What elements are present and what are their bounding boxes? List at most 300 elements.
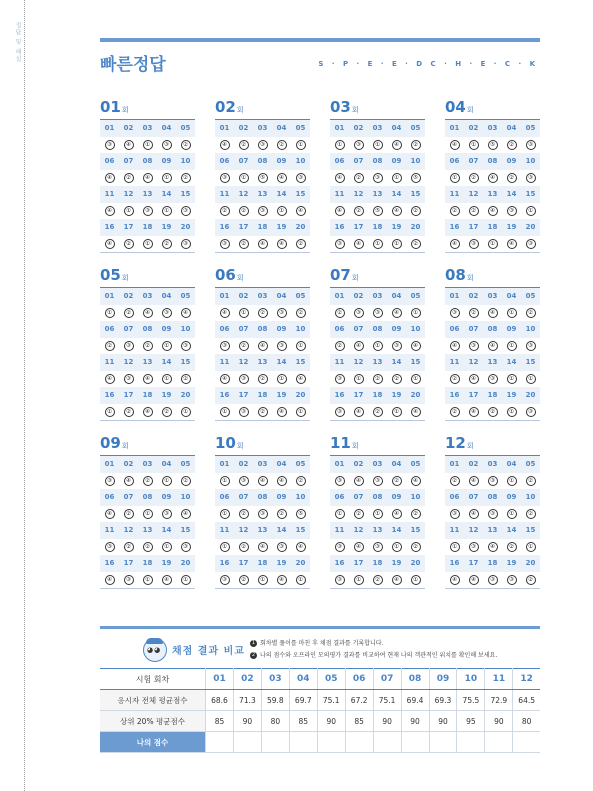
question-number: 14 <box>276 526 287 535</box>
answer-cell <box>349 239 368 249</box>
question-number: 01 <box>334 460 345 469</box>
question-number: 11 <box>219 190 230 199</box>
answer-choice: ④ <box>181 308 191 318</box>
question-number: 04 <box>506 292 517 301</box>
top20-score: 90 <box>373 711 401 732</box>
answer-choice: ④ <box>105 374 115 384</box>
answer-choice: ③ <box>124 575 134 585</box>
compare-title: 채점 결과 비교 <box>172 646 245 657</box>
question-number-row <box>445 489 540 506</box>
answer-cell <box>368 239 387 249</box>
question-number: 16 <box>104 391 115 400</box>
question-number: 03 <box>372 460 383 469</box>
answer-row <box>215 305 310 322</box>
question-number-row <box>330 186 425 203</box>
question-number: 08 <box>487 157 498 166</box>
my-score-cell[interactable] <box>261 732 289 753</box>
question-number: 03 <box>487 292 498 301</box>
question-number: 18 <box>487 223 498 232</box>
answer-cell <box>138 509 157 519</box>
question-number: 12 <box>468 526 479 535</box>
answer-choice: ② <box>296 239 306 249</box>
question-number: 02 <box>238 124 249 133</box>
answer-cell <box>100 374 119 384</box>
question-number: 20 <box>525 559 536 568</box>
answer-cell <box>521 542 540 552</box>
answer-cell <box>502 140 521 150</box>
answer-cell <box>387 173 406 183</box>
answer-choice: ② <box>258 407 268 417</box>
answer-choice: ① <box>105 407 115 417</box>
my-score-label: 나의 점수 <box>100 732 206 753</box>
top20-score: 90 <box>233 711 261 732</box>
answer-choice: ④ <box>469 509 479 519</box>
my-score-cell[interactable] <box>429 732 457 753</box>
answer-cell <box>406 206 425 216</box>
question-number: 18 <box>257 391 268 400</box>
round-header: 08 <box>401 669 429 690</box>
answer-cell <box>138 173 157 183</box>
question-number: 15 <box>180 526 191 535</box>
question-number: 14 <box>161 526 172 535</box>
answer-row <box>215 170 310 187</box>
round-header: 05 <box>317 669 345 690</box>
answer-choice: ③ <box>373 173 383 183</box>
question-number: 06 <box>219 325 230 334</box>
exam-block-01 <box>100 97 195 253</box>
question-number: 13 <box>257 358 268 367</box>
answer-choice: ④ <box>277 476 287 486</box>
answer-row <box>330 572 425 590</box>
answer-grid <box>445 119 540 253</box>
exam-block-11 <box>330 433 425 589</box>
my-score-cell[interactable] <box>373 732 401 753</box>
answer-choice: ③ <box>124 374 134 384</box>
question-number: 12 <box>238 190 249 199</box>
answer-cell <box>406 476 425 486</box>
question-number-row <box>100 387 195 404</box>
answer-cell <box>215 476 234 486</box>
round-header: 02 <box>233 669 261 690</box>
answer-choice: ④ <box>220 308 230 318</box>
answer-choice: ① <box>162 173 172 183</box>
answer-cell <box>349 173 368 183</box>
answer-cell <box>521 575 540 585</box>
answer-cell <box>176 509 195 519</box>
answer-cell <box>100 542 119 552</box>
answer-row <box>100 137 195 154</box>
exam-suffix: 회 <box>236 442 244 450</box>
answer-cell <box>368 407 387 417</box>
exam-heading <box>215 265 310 287</box>
answer-cell <box>291 509 310 519</box>
answer-row <box>445 473 540 490</box>
question-number: 01 <box>449 460 460 469</box>
question-number: 16 <box>334 391 345 400</box>
question-number: 06 <box>449 325 460 334</box>
answer-choice: ① <box>507 509 517 519</box>
answer-choice: ① <box>526 542 536 552</box>
round-header: 07 <box>373 669 401 690</box>
answer-cell <box>387 374 406 384</box>
answer-choice: ② <box>296 476 306 486</box>
answer-cell <box>272 173 291 183</box>
answer-cell <box>483 575 502 585</box>
answer-choice: ④ <box>411 341 421 351</box>
answer-cell <box>387 308 406 318</box>
average-score: 64.5 <box>513 690 540 711</box>
answer-cell <box>330 575 349 585</box>
page-title: 빠른정답 <box>100 55 166 75</box>
answer-cell <box>272 206 291 216</box>
answer-choice: ① <box>526 374 536 384</box>
answer-choice: ④ <box>469 374 479 384</box>
answer-cell <box>157 173 176 183</box>
question-number: 07 <box>468 157 479 166</box>
answer-choice: ① <box>488 239 498 249</box>
exam-number: 10 <box>215 434 236 452</box>
answer-choice: ③ <box>526 173 536 183</box>
question-number: 05 <box>295 460 306 469</box>
answer-choice: ① <box>507 308 517 318</box>
answer-row <box>100 371 195 388</box>
answer-choice: ③ <box>239 476 249 486</box>
answer-choice: ① <box>220 509 230 519</box>
answer-row <box>330 404 425 422</box>
answer-row <box>215 473 310 490</box>
question-number: 20 <box>410 559 421 568</box>
question-number: 04 <box>276 292 287 301</box>
answer-choice: ④ <box>450 140 460 150</box>
answer-cell <box>234 206 253 216</box>
question-number: 09 <box>391 325 402 334</box>
answer-choice: ③ <box>526 140 536 150</box>
answer-choice: ① <box>507 374 517 384</box>
answer-cell <box>119 140 138 150</box>
my-score-cell[interactable] <box>345 732 373 753</box>
answer-cell <box>119 542 138 552</box>
round-header: 03 <box>261 669 289 690</box>
answer-grid <box>215 287 310 421</box>
answer-row <box>445 203 540 220</box>
question-number: 03 <box>257 460 268 469</box>
exam-suffix: 회 <box>351 106 359 114</box>
answer-row <box>330 371 425 388</box>
round-header: 09 <box>429 669 457 690</box>
answer-choice: ④ <box>354 239 364 249</box>
answer-choice: ② <box>124 308 134 318</box>
exam-block-03 <box>330 97 425 253</box>
answer-cell <box>445 239 464 249</box>
question-number: 13 <box>372 358 383 367</box>
question-number-row <box>215 456 310 473</box>
question-number: 05 <box>525 292 536 301</box>
answer-row <box>445 572 540 590</box>
question-number: 01 <box>219 124 230 133</box>
answer-cell <box>368 542 387 552</box>
answer-cell <box>464 140 483 150</box>
question-number: 04 <box>161 460 172 469</box>
question-number: 15 <box>295 358 306 367</box>
answer-choice: ② <box>296 308 306 318</box>
answer-choice: ② <box>239 509 249 519</box>
answer-choice: ③ <box>354 140 364 150</box>
answer-choice: ④ <box>469 407 479 417</box>
question-number: 04 <box>391 292 402 301</box>
answer-cell <box>502 509 521 519</box>
exam-number: 07 <box>330 266 351 284</box>
my-score-cell[interactable] <box>513 732 540 753</box>
answer-cell <box>464 308 483 318</box>
answer-grid <box>330 119 425 253</box>
answer-cell <box>157 542 176 552</box>
question-number: 03 <box>372 292 383 301</box>
answer-cell <box>521 476 540 486</box>
answer-choice: ② <box>181 374 191 384</box>
answer-choice: ④ <box>105 206 115 216</box>
answer-row <box>330 236 425 254</box>
question-number: 02 <box>123 124 134 133</box>
question-number-row <box>215 354 310 371</box>
question-number: 10 <box>410 493 421 502</box>
question-number-row <box>445 153 540 170</box>
question-number: 09 <box>506 325 517 334</box>
exam-heading <box>215 97 310 119</box>
answer-cell <box>387 239 406 249</box>
question-number: 15 <box>525 358 536 367</box>
answer-choice: ② <box>124 542 134 552</box>
question-number: 17 <box>238 559 249 568</box>
answer-cell <box>119 407 138 417</box>
question-number: 01 <box>449 124 460 133</box>
answer-choice: ① <box>124 206 134 216</box>
question-number: 19 <box>161 391 172 400</box>
answer-cell <box>138 542 157 552</box>
answer-choice: ③ <box>105 140 115 150</box>
question-number-row <box>445 219 540 236</box>
answer-cell <box>234 239 253 249</box>
answer-choice: ① <box>411 308 421 318</box>
top20-score: 90 <box>429 711 457 732</box>
question-number: 07 <box>238 493 249 502</box>
answer-choice: ① <box>277 374 287 384</box>
answer-choice: ③ <box>526 341 536 351</box>
answer-choice: ④ <box>220 140 230 150</box>
question-number: 14 <box>276 190 287 199</box>
answer-choice: ③ <box>277 308 287 318</box>
my-score-cell[interactable] <box>485 732 513 753</box>
question-number: 01 <box>334 292 345 301</box>
question-number: 15 <box>410 526 421 535</box>
answer-cell <box>330 509 349 519</box>
question-number: 05 <box>180 124 191 133</box>
question-number: 19 <box>276 559 287 568</box>
answer-cell <box>464 206 483 216</box>
my-score-cell[interactable] <box>401 732 429 753</box>
answer-cell <box>215 374 234 384</box>
my-score-cell[interactable] <box>289 732 317 753</box>
question-number: 16 <box>449 223 460 232</box>
answer-choice: ④ <box>124 140 134 150</box>
answer-grid <box>215 455 310 589</box>
question-number: 15 <box>410 358 421 367</box>
answer-choice: ① <box>239 308 249 318</box>
answer-row <box>445 170 540 187</box>
answer-cell <box>272 542 291 552</box>
answer-choice: ⑤ <box>373 206 383 216</box>
answer-cell <box>483 173 502 183</box>
exam-number: 03 <box>330 98 351 116</box>
question-number: 06 <box>334 157 345 166</box>
perforation-line <box>24 0 25 791</box>
answer-choice: ② <box>277 509 287 519</box>
answer-choice: ③ <box>162 308 172 318</box>
question-number: 04 <box>161 292 172 301</box>
answer-cell <box>176 239 195 249</box>
answer-choice: ② <box>507 173 517 183</box>
answer-choice: ② <box>354 173 364 183</box>
answer-cell <box>502 308 521 318</box>
question-number: 02 <box>353 292 364 301</box>
answer-cell <box>100 341 119 351</box>
round-header: 06 <box>345 669 373 690</box>
my-score-cell[interactable] <box>233 732 261 753</box>
answer-choice: ① <box>296 407 306 417</box>
answer-cell <box>100 476 119 486</box>
answer-cell <box>291 575 310 585</box>
top20-score: 85 <box>345 711 373 732</box>
exam-heading <box>445 433 540 455</box>
top20-score: 85 <box>206 711 234 732</box>
question-number-row <box>100 489 195 506</box>
question-number: 07 <box>238 325 249 334</box>
answer-choice: ③ <box>488 374 498 384</box>
answer-cell <box>234 509 253 519</box>
question-number: 12 <box>353 190 364 199</box>
question-number: 13 <box>257 190 268 199</box>
my-score-cell[interactable] <box>206 732 234 753</box>
answer-cell <box>253 575 272 585</box>
answer-cell <box>119 173 138 183</box>
answer-cell <box>272 341 291 351</box>
question-number: 05 <box>410 460 421 469</box>
exam-number: 06 <box>215 266 236 284</box>
top20-score: 80 <box>513 711 540 732</box>
question-number: 06 <box>219 493 230 502</box>
answer-cell <box>406 341 425 351</box>
answer-cell <box>176 407 195 417</box>
question-number: 19 <box>506 223 517 232</box>
answer-choice: ① <box>296 341 306 351</box>
answer-choice: ③ <box>220 239 230 249</box>
question-number: 08 <box>257 157 268 166</box>
answer-choice: ① <box>143 239 153 249</box>
answer-choice: ① <box>220 407 230 417</box>
answer-cell <box>330 341 349 351</box>
answer-row <box>330 539 425 556</box>
question-number: 18 <box>372 559 383 568</box>
question-number: 19 <box>276 391 287 400</box>
top20-score: 90 <box>317 711 345 732</box>
average-label: 응시자 전체 평균점수 <box>100 690 206 711</box>
exam-block-10 <box>215 433 310 589</box>
answer-choice: ③ <box>258 140 268 150</box>
question-number: 18 <box>142 223 153 232</box>
answer-choice: ④ <box>354 407 364 417</box>
answer-choice: ④ <box>354 542 364 552</box>
answer-row <box>330 170 425 187</box>
question-number: 12 <box>123 526 134 535</box>
answer-choice: ② <box>469 206 479 216</box>
answer-cell <box>368 374 387 384</box>
question-number: 19 <box>161 223 172 232</box>
answer-row <box>445 338 540 355</box>
answer-row <box>215 404 310 422</box>
my-score-cell[interactable] <box>457 732 485 753</box>
answer-cell <box>291 542 310 552</box>
question-number: 08 <box>372 325 383 334</box>
answer-choice: ⑤ <box>258 173 268 183</box>
question-number: 09 <box>276 325 287 334</box>
answer-choice: ① <box>392 239 402 249</box>
answer-cell <box>502 476 521 486</box>
average-score: 75.1 <box>317 690 345 711</box>
my-score-cell[interactable] <box>317 732 345 753</box>
answer-choice: ② <box>181 173 191 183</box>
question-number: 05 <box>525 124 536 133</box>
answer-choice: ① <box>392 173 402 183</box>
answer-choice: ③ <box>488 509 498 519</box>
answer-choice: ④ <box>143 407 153 417</box>
answer-cell <box>253 542 272 552</box>
question-number: 08 <box>142 325 153 334</box>
question-number: 06 <box>334 325 345 334</box>
answer-choice: ⑤ <box>488 140 498 150</box>
answer-cell <box>157 407 176 417</box>
score-header-row <box>100 669 540 690</box>
answer-row <box>100 305 195 322</box>
answer-choice: ④ <box>105 173 115 183</box>
question-number: 02 <box>468 124 479 133</box>
answer-cell <box>502 239 521 249</box>
question-number-row <box>215 186 310 203</box>
question-number: 02 <box>353 460 364 469</box>
question-number: 13 <box>142 526 153 535</box>
answer-cell <box>464 374 483 384</box>
top20-score: 90 <box>401 711 429 732</box>
answer-cell <box>349 140 368 150</box>
question-number: 12 <box>123 190 134 199</box>
question-number: 01 <box>219 292 230 301</box>
question-number: 14 <box>161 190 172 199</box>
answer-choice: ③ <box>181 206 191 216</box>
speed-check-label: S · P · E · E · D C · H · E · C · K <box>318 60 538 68</box>
answer-cell <box>138 407 157 417</box>
exam-block-02 <box>215 97 310 253</box>
answer-choice: ② <box>392 374 402 384</box>
exam-number: 02 <box>215 98 236 116</box>
answer-grid <box>215 119 310 253</box>
answer-choice: ③ <box>469 542 479 552</box>
answer-choice: ① <box>354 575 364 585</box>
answer-cell <box>464 509 483 519</box>
answer-row <box>330 506 425 523</box>
answer-cell <box>521 308 540 318</box>
answer-choice: ① <box>507 476 517 486</box>
answer-cell <box>215 239 234 249</box>
question-number: 02 <box>468 292 479 301</box>
question-number-row <box>445 354 540 371</box>
